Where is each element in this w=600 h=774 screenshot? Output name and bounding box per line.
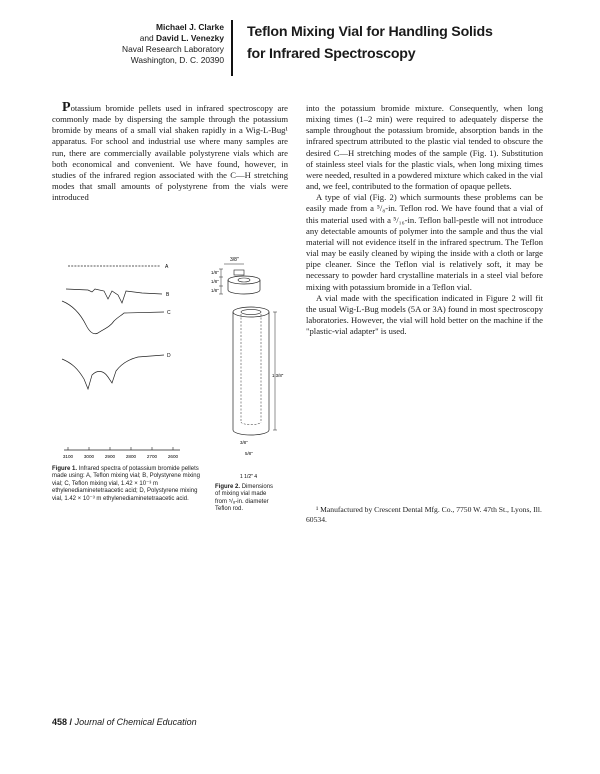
affiliation: Naval Research Laboratory (122, 44, 224, 54)
author-block (52, 22, 224, 66)
drop-cap: P (62, 100, 71, 115)
x-tick-label: 3100 (62, 454, 74, 459)
vial-cap-bottom (228, 290, 260, 294)
title-divider (231, 20, 233, 76)
figure-1-caption-label: Figure 1. (52, 466, 78, 472)
curve-label-a: A (165, 264, 169, 270)
vial-cap-knob (234, 270, 244, 275)
vial-body-top (233, 307, 269, 317)
dim-right-label: 1 3/8" (272, 373, 284, 378)
figure-1-spectra (52, 255, 214, 465)
figure-2-caption (215, 484, 277, 514)
vial-cap-top (228, 276, 260, 284)
vial-body-bottom (233, 430, 269, 435)
footnote-text: ¹ Manufactured by Crescent Dental Mfg. Co., 7750 W. 47th St., Lyons, Ill. 60534. (306, 504, 542, 524)
column-1-text (52, 100, 288, 203)
dim-side-label: 1/8" (211, 279, 219, 284)
vial-cap-ring (238, 278, 250, 282)
curve-label-c: C (167, 310, 171, 316)
dim-side-bracket (219, 269, 223, 294)
figure-2-vial-drawing (210, 252, 290, 482)
footer-separator: / (69, 717, 73, 727)
author-2-prefix: and (139, 33, 154, 43)
x-tick-label: 3000 (83, 454, 95, 459)
figure-1-caption-text: Infrared spectra of potassium bromide pellets made using: A, Teflon mixing vial; B, Polystyrene mixing vial; C, Teflon mixing vial, 1.42 × 10⁻³ m ethylenediaminetetraacetic acid; D, Polystyrene mixing vial, 1.42 × 10⁻³ m ethylenediaminetetraacetic acid. (52, 466, 200, 502)
article-title (247, 21, 547, 65)
curve-label-d: D (167, 353, 171, 359)
vial-body-bore (241, 309, 261, 314)
dim-top-label: 3/8" (230, 257, 239, 263)
author-1: Michael J. Clarke (156, 22, 224, 32)
column-2-text (306, 103, 543, 337)
footnote (306, 497, 543, 532)
curve-label-b: B (166, 292, 170, 298)
intro-text: otassium bromide pellets used in infrared spectroscopy are commonly made by dispersing the sample through the potassium bromide by means of a small vial shaken rapidly in a Wig-L-Bug¹ apparatus. For school and industrial use where many samples are run, there are commercially available polystyrene vials which are both economical and convenient. We have found, however, in studies of the infrared region associated with the C—H stretching modes that small amounts of polystyrene from the vials were introduced (52, 103, 288, 203)
figure-2-caption-label: Figure 2. (215, 484, 241, 490)
journal-name: Journal of Chemical Education (74, 717, 197, 727)
page-footer (52, 717, 197, 727)
x-tick-label: 2600 (167, 454, 179, 459)
dim-right-line (273, 312, 277, 430)
spectrum-curve-d (62, 355, 164, 389)
paragraph-1: into the potassium bromide mixture. Consequently, when long mixing times (1–2 min) were required to adequately disperse the sample throughout the potassium bromide, absorption bands in the infrared spectrum attributed to the plastic vial tended to obscure the desired C—H stretching modes of the sample (Fig. 1). Substitution of stainless steel vials for the plastic vials, when long mixing times were needed, resulted in a powdered mixture which caked in the vial and, we feel, contributed to the formation of opaque pellets. (306, 103, 543, 192)
vial-body-inner-bottom (241, 422, 261, 425)
x-tick-label: 2700 (146, 454, 158, 459)
title-line-2: for Infrared Spectroscopy (247, 46, 416, 62)
vial-cap-sides (228, 280, 260, 290)
vial-body-inner-walls (241, 314, 261, 422)
figure-1-caption (52, 466, 204, 503)
dim-inner-label: 3/8" (240, 440, 248, 445)
page-number: 458 (52, 717, 68, 727)
dim-outer-label: 5/8" (245, 451, 253, 456)
dim-side-label: 1/8" (211, 270, 219, 275)
x-tick-label: 2900 (104, 454, 116, 459)
title-line-1: Teflon Mixing Vial for Handling Solids (247, 24, 493, 40)
spectrum-curve-b (66, 289, 162, 303)
author-2-line (52, 33, 224, 44)
dim-side-label: 1/8" (211, 288, 219, 293)
paragraph-2: A type of vial (Fig. 2) which surmounts these problems can be easily made from a ⁵/₈-in. Teflon rod. We have found that a vial of this material used with a ⁵/₁₆-in. Teflon ball-pestle will not introduce any detectable amounts of polymer into the sample and thus the vial material will not evidence itself in the infrared spectrum. The Teflon vial may be easily cleaned by wiping the inside with a cloth or large pipe cleaner. Since the Teflon vial is relatively soft, it may be necessary to powder hard crystalline materials in a steel vial before mixing with potassium bromide in a Teflon vial. (306, 192, 543, 292)
x-tick-label: 2800 (125, 454, 137, 459)
location: Washington, D. C. 20390 (130, 55, 224, 65)
intro-paragraph (52, 100, 288, 203)
vial-body-outer-walls (233, 312, 269, 430)
dim-bottom-label: 1 1/2" 4 (240, 474, 258, 480)
paragraph-3: A vial made with the specification indicated in Figure 2 will fit the usual Wig-L-Bug models (5A or 3A) found in most spectroscopy laboratories. However, the vial will hold better on the machine if the "plastic-vial adapter" is used. (306, 292, 543, 337)
figure-2-caption-text: Dimensions of mixing vial made from ⁵/₈-in. diameter Teflon rod. (215, 484, 274, 513)
author-2: David L. Venezky (156, 33, 224, 43)
spectrum-curve-c (62, 301, 164, 334)
